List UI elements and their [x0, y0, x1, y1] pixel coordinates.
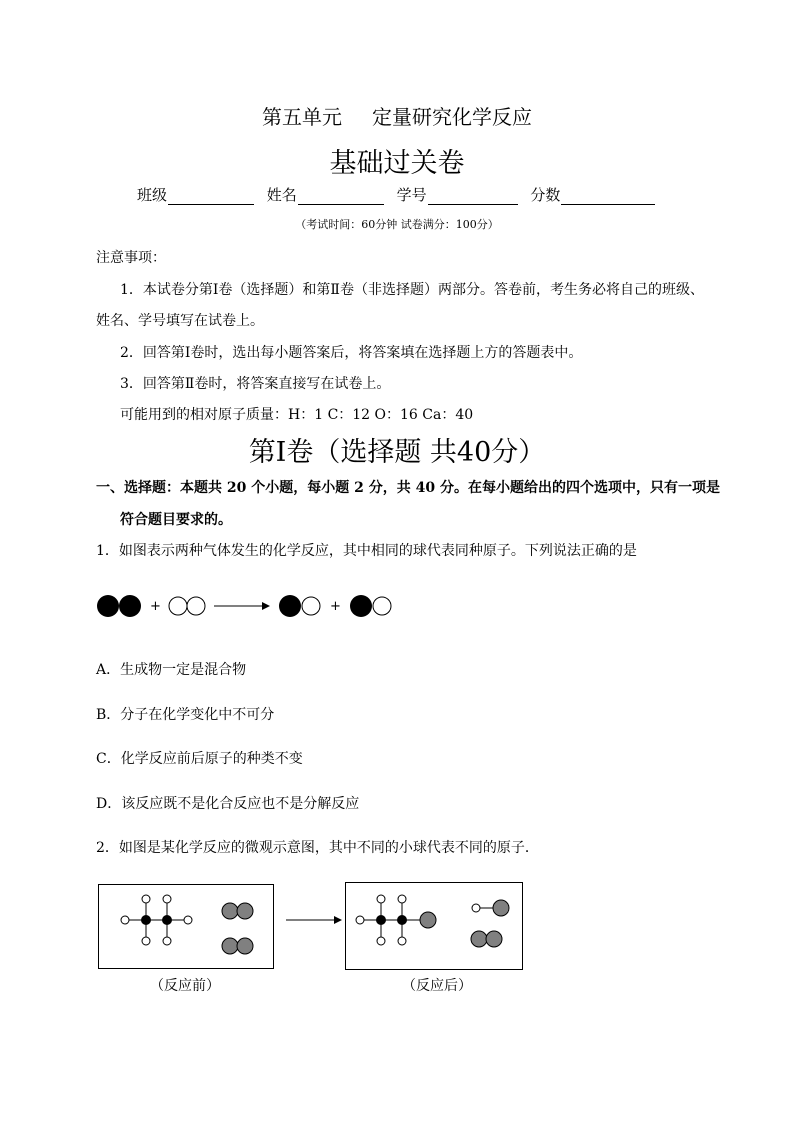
carbon-atom-icon [141, 915, 151, 925]
question-1-option-d[interactable]: D．该反应既不是化合反应也不是分解反应 [96, 796, 360, 812]
black-atom-icon [279, 595, 301, 617]
hydrogen-atom-icon [356, 916, 364, 924]
student-id-label: 学号 [396, 186, 427, 204]
hydrogen-atom-icon [398, 895, 406, 903]
question-1-option-c[interactable]: C．化学反应前后原子的种类不变 [96, 751, 303, 767]
question-2-stem: 2．如图是某化学反应的微观示意图，其中不同的小球代表不同的原子． [96, 840, 539, 856]
caption-before-reaction: （反应前） [150, 978, 220, 994]
score-blank[interactable] [561, 188, 655, 205]
unit-title [0, 101, 794, 130]
hydrogen-atom-icon [163, 895, 171, 903]
white-atom-icon [187, 597, 205, 615]
hydrogen-atom-icon [377, 895, 385, 903]
reaction-diagram-1 [90, 585, 410, 630]
page-title: 基础过关卷 [329, 148, 465, 179]
hydrogen-atom-icon [121, 916, 129, 924]
hydrogen-atom-icon [398, 937, 406, 945]
before-reaction-diagram [99, 885, 273, 968]
section-1-instruction-line-2: 符合题目要求的。 [120, 512, 232, 528]
white-atom-icon [302, 597, 320, 615]
student-id-field[interactable] [397, 184, 518, 205]
reaction-arrow-head-icon [262, 602, 270, 610]
hydrogen-atom-icon [142, 895, 150, 903]
arrow-head-icon [334, 916, 342, 924]
class-blank[interactable] [168, 188, 254, 205]
plus-sign: + [330, 599, 341, 614]
black-atom-icon [350, 595, 372, 617]
note-item-1-line-1: 1．本试卷分第Ⅰ卷（选择题）和第Ⅱ卷（非选择题）两部分。答卷前，考生务必将自己的班级、 [120, 282, 704, 298]
exam-note: （考试时间：60分钟 试卷满分：100分） [295, 218, 499, 231]
question-1-option-a[interactable]: A．生成物一定是混合物 [96, 662, 247, 678]
gray-atom-icon [222, 938, 238, 954]
question-1-stem: 1．如图表示两种气体发生的化学反应，其中相同的球代表同种原子。下列说法正确的是 [96, 543, 637, 559]
white-atom-icon [373, 597, 391, 615]
score-label: 分数 [530, 186, 561, 204]
white-atom-icon [169, 597, 187, 615]
note-item-1-line-2: 姓名、学号填写在试卷上。 [96, 313, 264, 329]
name-label: 姓名 [266, 186, 297, 204]
hydrogen-atom-icon [377, 937, 385, 945]
gray-atom-icon [420, 912, 436, 928]
hydrogen-atom-icon [472, 904, 480, 912]
gray-atom-icon [237, 903, 253, 919]
hydrogen-atom-icon [184, 916, 192, 924]
before-reaction-box [98, 884, 274, 969]
student-info-line [137, 184, 663, 205]
reaction-arrow-2 [284, 912, 344, 928]
after-reaction-diagram [346, 883, 522, 969]
note-item-2: 2．回答第Ⅰ卷时，选出每小题答案后，将答案填在选择题上方的答题表中。 [120, 345, 583, 361]
class-field[interactable] [137, 184, 254, 205]
note-item-3: 3．回答第Ⅱ卷时，将答案直接写在试卷上。 [120, 376, 391, 392]
carbon-atom-icon [397, 915, 407, 925]
plus-sign: + [150, 599, 161, 614]
name-field[interactable] [267, 184, 384, 205]
notes-heading: 注意事项： [96, 250, 166, 266]
name-blank[interactable] [298, 188, 384, 205]
unit-label: 第五单元 [262, 105, 342, 129]
class-label: 班级 [137, 186, 168, 204]
gray-atom-icon [493, 900, 509, 916]
black-atom-icon [119, 595, 141, 617]
question-1-option-b[interactable]: B．分子在化学变化中不可分 [96, 707, 275, 723]
section-1-instruction-line-1: 一、选择题：本题共 20 个小题，每小题 2 分，共 40 分。在每小题给出的四个选项中，只有一项是 [96, 480, 720, 496]
black-atom-icon [97, 595, 119, 617]
gray-atom-icon [222, 903, 238, 919]
carbon-atom-icon [376, 915, 386, 925]
after-reaction-box [345, 882, 523, 970]
unit-topic: 定量研究化学反应 [372, 105, 532, 129]
section-1-title: 第Ⅰ卷（选择题 共40分） [248, 437, 546, 468]
carbon-atom-icon [162, 915, 172, 925]
hydrogen-atom-icon [163, 937, 171, 945]
score-field[interactable] [530, 184, 655, 205]
hydrogen-atom-icon [142, 937, 150, 945]
gray-atom-icon [486, 931, 502, 947]
caption-after-reaction: （反应后） [402, 978, 472, 994]
gray-atom-icon [471, 931, 487, 947]
student-id-blank[interactable] [428, 188, 518, 205]
atomic-mass-note: 可能用到的相对原子质量：H：1 C：12 O：16 Ca：40 [120, 407, 474, 423]
gray-atom-icon [237, 938, 253, 954]
